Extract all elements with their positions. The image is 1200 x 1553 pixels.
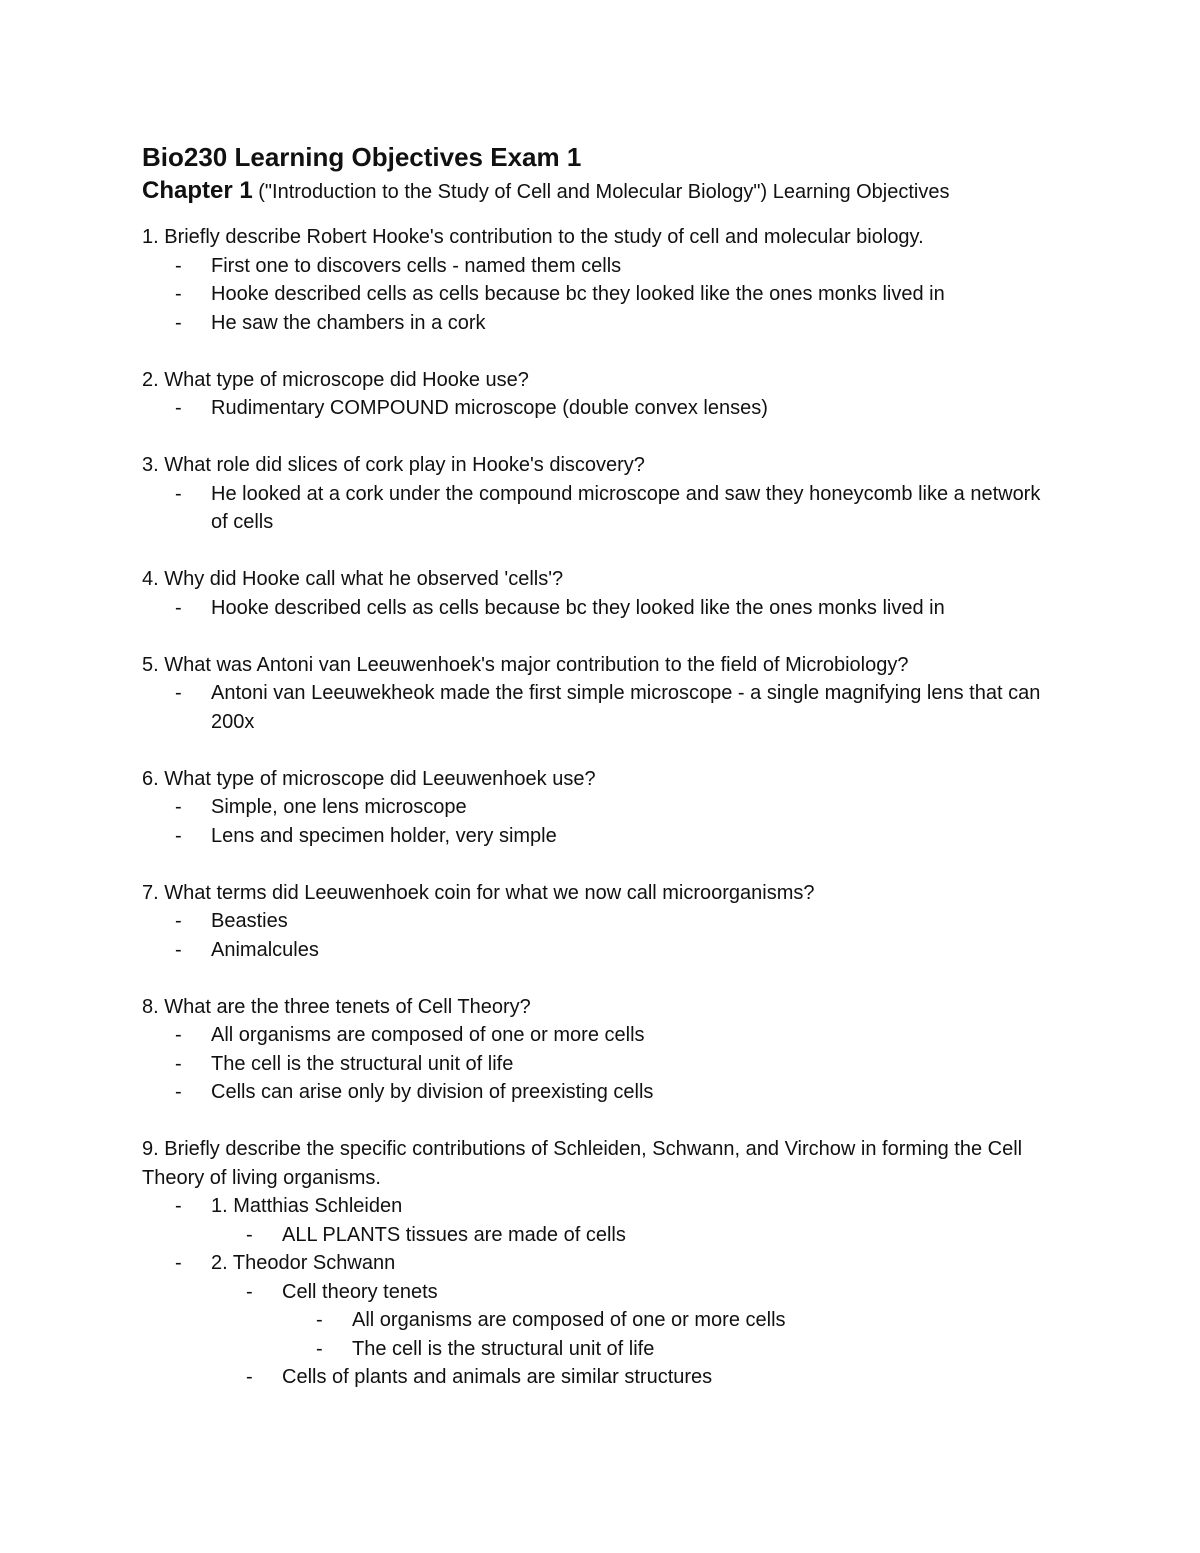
chapter-subtitle: ("Introduction to the Study of Cell and Molecular Biology") Learning Objectives <box>252 181 950 203</box>
bullet-dash: - <box>246 1280 253 1303</box>
question-7: 7. What terms did Leeuwenhoek coin for what we now call microorganisms? <box>142 881 815 904</box>
question-2: 2. What type of microscope did Hooke use? <box>142 368 529 391</box>
answer-list-7 <box>142 907 1062 964</box>
answer-list-6 <box>142 793 1062 850</box>
answer-subitem: - Cells of plants and animals are similar structures <box>142 1363 1062 1392</box>
chapter-heading <box>142 174 1062 209</box>
answer-item: - Simple, one lens microscope <box>142 793 1062 822</box>
answer-item: - Lens and specimen holder, very simple <box>142 822 1062 851</box>
bullet-dash: - <box>246 1223 253 1246</box>
answer-list-1 <box>142 252 1062 338</box>
answer-subsubitem: - All organisms are composed of one or more cells <box>142 1306 1062 1335</box>
bullet-dash: - <box>175 482 182 505</box>
bullet-dash: - <box>175 1195 182 1217</box>
bullet-dash: - <box>175 1024 182 1046</box>
answer-item: - He saw the chambers in a cork <box>142 309 1062 338</box>
bullet-dash: - <box>175 824 182 847</box>
bullet-dash: - <box>175 397 182 419</box>
answer-item: - 2. Theodor Schwann <box>142 1249 1062 1278</box>
bullet-dash: - <box>175 1081 182 1103</box>
answer-item: - Cells can arise only by division of preexisting cells <box>142 1078 1062 1107</box>
question-6: 6. What type of microscope did Leeuwenhoek use? <box>142 767 596 790</box>
answer-item: - All organisms are composed of one or more cells <box>142 1021 1062 1050</box>
bullet-dash: - <box>175 1252 182 1274</box>
answer-list-5 <box>142 679 1062 736</box>
question-8: 8. What are the three tenets of Cell Theory? <box>142 995 531 1018</box>
bullet-dash: - <box>316 1337 323 1360</box>
question-3: 3. What role did slices of cork play in Hooke's discovery? <box>142 454 645 476</box>
answer-list-2 <box>142 394 1062 423</box>
bullet-dash: - <box>175 311 182 334</box>
answer-subitem: - ALL PLANTS tissues are made of cells <box>142 1221 1062 1250</box>
answer-item: - The cell is the structural unit of life <box>142 1050 1062 1079</box>
question-1: 1. Briefly describe Robert Hooke's contribution to the study of cell and molecular biology. <box>142 226 924 248</box>
answer-list-4 <box>142 594 1062 623</box>
document-title: Bio230 Learning Objectives Exam 1 <box>142 142 582 172</box>
answer-list-3 <box>142 480 1062 537</box>
answer-subsubitem: - The cell is the structural unit of life <box>142 1335 1062 1364</box>
answer-item: - Animalcules <box>142 936 1062 965</box>
answer-item: - Hooke described cells as cells because bc they looked like the ones monks lived in <box>142 280 1062 309</box>
answer-list-8 <box>142 1021 1062 1107</box>
answer-item: - Antoni van Leeuwekheok made the first simple microscope - a single magnifying lens that can 200x <box>142 679 1062 736</box>
document-page <box>142 140 1062 1392</box>
answer-list-9 <box>142 1192 1062 1392</box>
bullet-dash: - <box>175 283 182 305</box>
bullet-dash: - <box>175 910 182 932</box>
bullet-dash: - <box>316 1309 323 1331</box>
answer-item: - 1. Matthias Schleiden <box>142 1192 1062 1221</box>
answer-item: - First one to discovers cells - named them cells <box>142 252 1062 281</box>
bullet-dash: - <box>175 1052 182 1075</box>
chapter-label: Chapter 1 <box>142 177 253 204</box>
question-4: 4. Why did Hooke call what he observed 'cells'? <box>142 568 564 590</box>
answer-item: - Hooke described cells as cells because bc they looked like the ones monks lived in <box>142 594 1062 623</box>
bullet-dash: - <box>175 682 182 704</box>
bullet-dash: - <box>175 254 182 277</box>
question-9: 9. Briefly describe the specific contributions of Schleiden, Schwann, and Virchow in forming the Cell Theory of living organisms. <box>142 1138 1023 1189</box>
answer-item: - Beasties <box>142 907 1062 936</box>
bullet-dash: - <box>175 796 182 818</box>
bullet-dash: - <box>175 596 182 619</box>
question-5: 5. What was Antoni van Leeuwenhoek's major contribution to the field of Microbiology? <box>142 653 909 676</box>
answer-subitem: - Cell theory tenets <box>142 1278 1062 1307</box>
answer-item: - Rudimentary COMPOUND microscope (double convex lenses) <box>142 394 1062 423</box>
answer-item: - He looked at a cork under the compound microscope and saw they honeycomb like a network of cells <box>142 480 1062 537</box>
bullet-dash: - <box>175 938 182 961</box>
bullet-dash: - <box>246 1366 253 1388</box>
